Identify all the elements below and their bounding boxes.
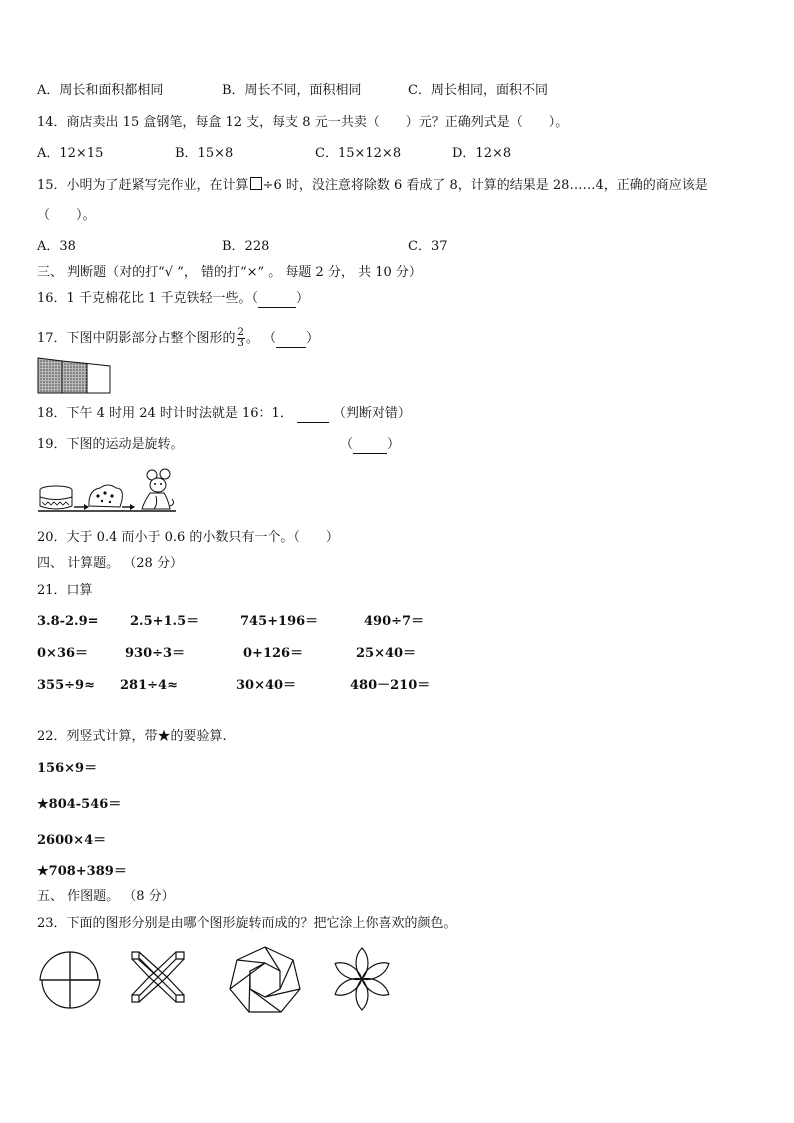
q19-motion-figure	[38, 466, 178, 514]
q17-question	[37, 328, 319, 349]
q21-item[interactable]: 355÷9≈	[37, 678, 95, 693]
q15-option-b[interactable]: B．228	[222, 239, 270, 254]
q17-tail: 。 （	[245, 331, 277, 346]
q15-text-after: ÷6 时，没注意将除数 6 看成了 8，计算的结果是 28……4，正确的商应该是	[262, 178, 708, 193]
q16-question	[37, 291, 309, 308]
q18-tail: （判断对错）	[332, 406, 411, 421]
q19-question: 19．下图的运动是旋转。	[37, 437, 184, 452]
q19-paren-open: （	[340, 437, 354, 452]
q21-item[interactable]: 2.5+1.5＝	[130, 614, 200, 629]
q21-item[interactable]: 0×36＝	[37, 646, 89, 661]
q17-shaded-figure	[37, 357, 112, 395]
q15-answer-paren[interactable]: （ ）。	[37, 208, 96, 223]
q23-question: 23．下面的图形分别是由哪个图形旋转而成的？把它涂上你喜欢的颜色。	[37, 916, 457, 931]
pinwheel-figure[interactable]	[37, 950, 103, 1010]
section5-title: 五、 作图题。 （8 分）	[37, 889, 175, 904]
q21-item[interactable]: 3.8-2.9=	[37, 614, 99, 629]
fraction-two-thirds	[237, 328, 245, 349]
q15-question	[37, 177, 708, 194]
q21-item[interactable]: 930÷3＝	[125, 646, 186, 661]
q16-answer-blank[interactable]	[258, 291, 296, 308]
heptagon-figure[interactable]	[228, 945, 302, 1015]
q21-item[interactable]: 25×40＝	[356, 646, 417, 661]
q21-item[interactable]: 30×40＝	[236, 678, 297, 693]
section4-title: 四、 计算题。 （28 分）	[37, 556, 183, 571]
q14-option-c[interactable]: C．15×12×8	[315, 146, 402, 161]
q20-question: 20．大于 0.4 而小于 0.6 的小数只有一个。（ ）	[37, 530, 339, 545]
q21-item[interactable]: 480－210＝	[350, 678, 431, 693]
q18-answer-blank[interactable]	[297, 406, 329, 423]
q21-title: 21．口算	[37, 583, 93, 598]
q21-item[interactable]: 281÷4≈	[120, 678, 178, 693]
section3-title: 三、 判断题（对的打“√ ”， 错的打“×” 。 每题 2 分， 共 10 分）	[37, 265, 422, 280]
cross-arrow-figure[interactable]	[130, 950, 186, 1004]
q22-item[interactable]: 2600×4＝	[37, 833, 107, 848]
q13-option-b[interactable]: B．周长不同，面积相同	[222, 83, 362, 98]
q14-option-d[interactable]: D．12×8	[452, 146, 512, 161]
q17-answer-blank[interactable]	[276, 331, 306, 348]
flower-figure[interactable]	[332, 946, 392, 1012]
q17-text: 17．下图中阴影部分占整个图形的	[37, 331, 236, 346]
q21-item[interactable]: 490÷7＝	[364, 614, 425, 629]
q15-option-c[interactable]: C．37	[408, 239, 448, 254]
q15-option-a[interactable]: A．38	[37, 239, 76, 254]
fraction-denominator: 3	[237, 338, 244, 349]
q14-option-a[interactable]: A．12×15	[37, 146, 104, 161]
q21-item[interactable]: 745+196＝	[240, 614, 319, 629]
q22-item[interactable]: ★804-546＝	[37, 797, 122, 812]
q14-option-b[interactable]: B．15×8	[175, 146, 234, 161]
q18-text: 18．下午 4 时用 24 时计时法就是 16：1．	[37, 406, 293, 421]
q21-item[interactable]: 0+126＝	[243, 646, 304, 661]
q22-title: 22．列竖式计算，带★的要验算.	[37, 729, 227, 744]
q13-option-a[interactable]: A．周长和面积都相同	[37, 83, 164, 98]
fraction-numerator: 2	[237, 327, 244, 338]
q16-text: 16．1 千克棉花比 1 千克铁轻一些。（	[37, 291, 258, 306]
empty-box-icon	[250, 177, 262, 190]
q19-answer	[340, 437, 400, 454]
q22-item[interactable]: ★708+389＝	[37, 864, 127, 879]
q14-question: 14．商店卖出 15 盒钢笔，每盒 12 支，每支 8 元一共卖（ ）元？正确列式是（ ）。	[37, 115, 569, 130]
q16-tail: ）	[295, 291, 309, 306]
q15-text-before: 15．小明为了赶紧写完作业，在计算	[37, 178, 249, 193]
q17-tail2: ）	[306, 331, 320, 346]
q13-option-c[interactable]: C．周长相同，面积不同	[408, 83, 548, 98]
q19-paren-close: ）	[387, 437, 401, 452]
q19-answer-blank[interactable]	[353, 437, 387, 454]
q18-question	[37, 406, 411, 423]
q22-item[interactable]: 156×9＝	[37, 761, 98, 776]
